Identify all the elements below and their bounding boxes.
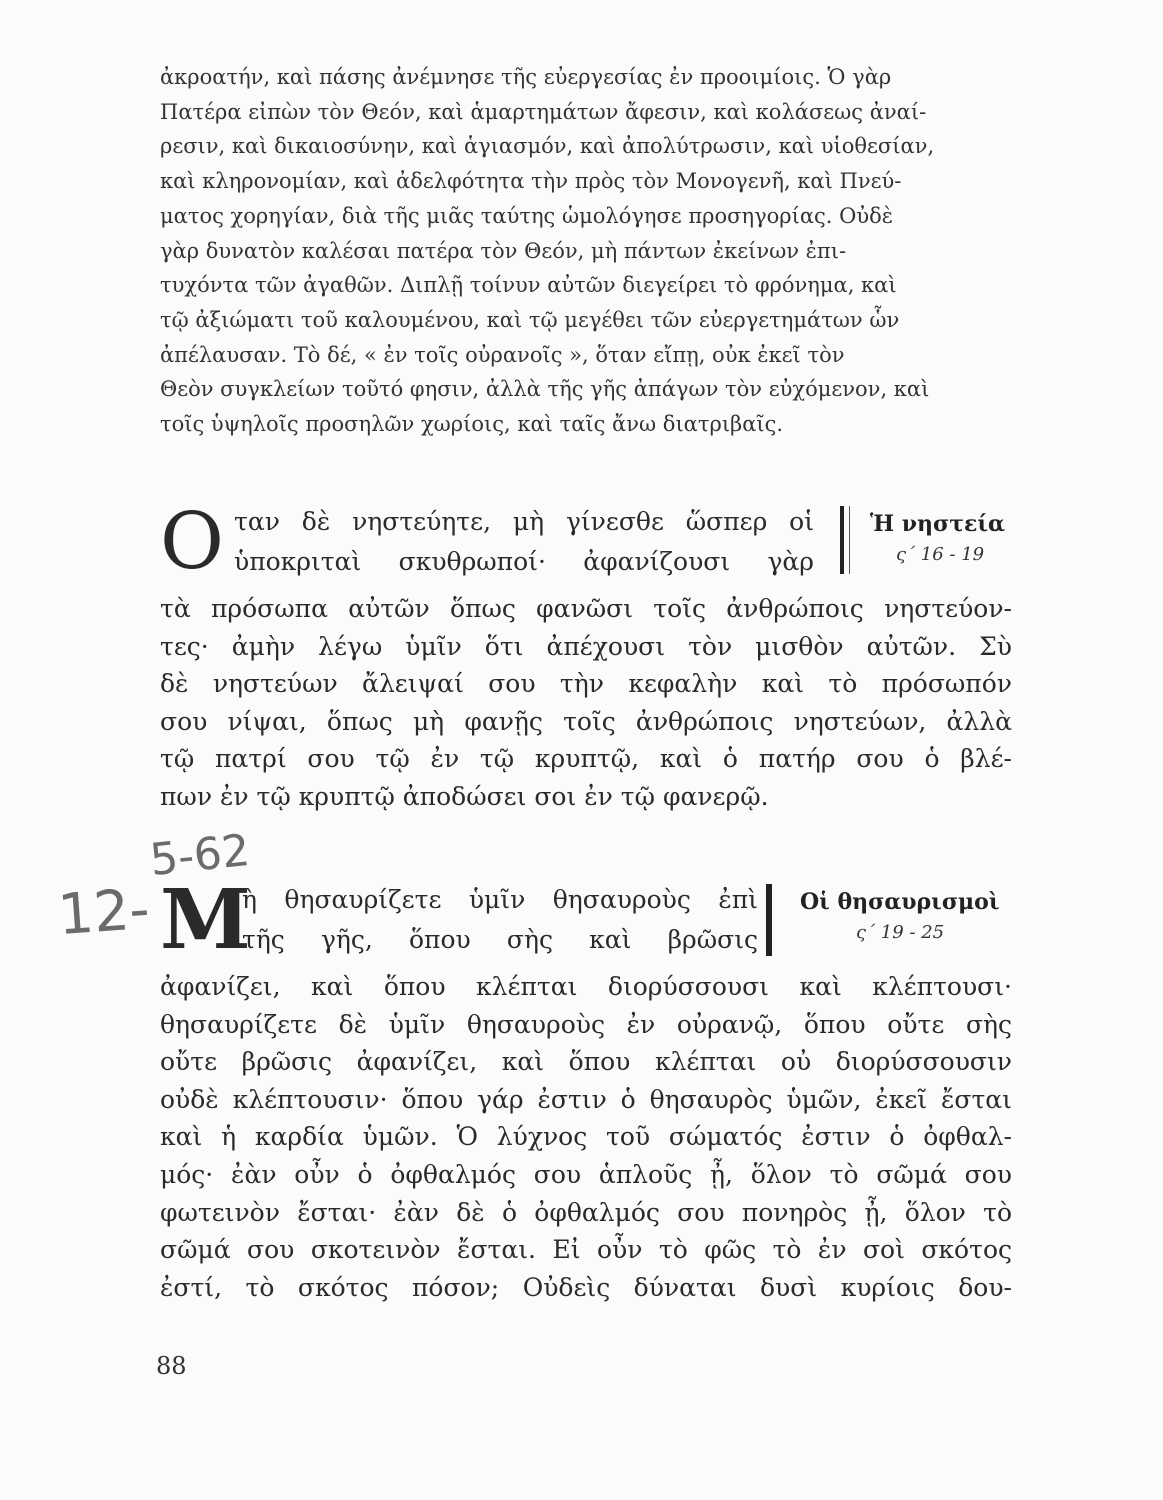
commentary-line: τῷ ἀξιώματι τοῦ καλουμένου, καὶ τῷ μεγέθει τῶν εὐεργετημάτων ὧν [160,307,900,332]
commentary-line: τοῖς ὑψηλοῖς προσηλῶν χωρίοις, καὶ ταῖς ἄνω διατριβαῖς. [160,412,784,437]
scripture-line: ἀφανίζει, καὶ ὅπου κλέπται διορύσσουσι καὶ κλέπτουσι· [160,972,1012,1001]
scripture-body [160,590,1012,816]
commentary-line: ματος χορηγίαν, διὰ τῆς μιᾶς ταύτης ὡμολόγησε προσηγορίας. Οὐδὲ [160,203,894,228]
section-head-lines [242,880,758,960]
scripture-line: σῶμά σου σκοτεινὸν ἔσται. Εἰ οὖν τὸ φῶς τὸ ἐν σοὶ σκότος [160,1235,1012,1265]
commentary-line: γὰρ δυνατὸν καλέσαι πατέρα τὸν Θεόν, μὴ πάντων ἐκείνων ἐπι- [160,238,847,263]
margin-note-title: Ἡ νηστεία [870,511,1005,537]
scripture-line: φωτεινὸν ἔσται· ἐὰν δὲ ὁ ὀφθαλμός σου πονηρὸς ᾖ, ὅλον τὸ [160,1197,1012,1227]
commentary-line: ἀπέλαυσαν. Τὸ δέ, « ἐν τοῖς οὐρανοῖς », ὅταν εἴπῃ, οὐκ ἐκεῖ τὸν [160,342,845,367]
commentary-line: ρεσιν, καὶ δικαιοσύνην, καὶ ἁγιασμόν, καὶ ἀπολύτρωσιν, καὶ υἱοθεσίαν, [160,134,935,159]
pencil-annotation: 5-62 [147,824,253,887]
commentary-line: τυχόντα τῶν ἀγαθῶν. Διπλῇ τοίνυν αὐτῶν διεγείρει τὸ φρόνημα, καὶ [160,273,897,298]
margin-note-reference: ς΄ 16 - 19 [896,544,985,565]
scripture-body [160,968,1012,1306]
margin-note [870,508,1005,570]
scripture-section-fasting [160,497,1012,816]
margin-note-title: Οἱ θησαυρισμοὶ [800,889,1000,915]
scripture-line: σου νίψαι, ὅπως μὴ φανῇς τοῖς ἀνθρώποις νηστεύων, ἀλλὰ [160,706,1012,736]
scripture-section-treasures [160,872,1012,1306]
scripture-line: ταν δὲ νηστεύητε, μὴ γίνεσθε ὥσπερ οἱ [234,507,814,536]
scripture-line: τῷ πατρί σου τῷ ἐν τῷ κρυπτῷ, καὶ ὁ πατήρ σου ὁ βλέ- [160,744,1012,774]
scripture-line: ὴ θησαυρίζετε ὑμῖν θησαυροὺς ἐπὶ [242,885,758,914]
margin-rule [766,884,772,956]
scripture-line: δὲ νηστεύων ἄλειψαί σου τὴν κεφαλὴν καὶ τὸ πρόσωπόν [160,669,1012,699]
page-number: 88 [156,1352,187,1380]
commentary-line: Θεὸν συγκλείων τοῦτό φησιν, ἀλλὰ τῆς γῆς ἀπάγων τὸν εὐχόμενον, καὶ [160,377,930,402]
pencil-annotation: 12- [55,876,152,949]
margin-rule [840,506,844,574]
scripture-line: τῆς γῆς, ὅπου σὴς καὶ βρῶσις [242,925,758,954]
commentary-line: ἀκροατήν, καὶ πάσης ἀνέμνησε τῆς εὐεργεσίας ἐν προοιμίοις. Ὁ γὰρ [160,65,892,89]
section-head [160,497,1012,590]
margin-rule-thin [849,506,850,574]
commentary-line: καὶ κληρονομίαν, καὶ ἀδελφότητα τὴν πρὸς τὸν Μονογενῆ, καὶ Πνεύ- [160,169,902,194]
scripture-line: πων ἐν τῷ κρυπτῷ ἀποδώσει σοι ἐν τῷ φανερῷ. [160,781,769,811]
scripture-line: ὑποκριταὶ σκυθρωποί· ἀφανίζουσι γὰρ [234,547,814,576]
section-head-lines [234,502,814,582]
scripture-line: οὐδὲ κλέπτουσιν· ὅπου γάρ ἐστιν ὁ θησαυρὸς ὑμῶν, ἐκεῖ ἔσται [160,1084,1012,1114]
scripture-line: οὔτε βρῶσις ἀφανίζει, καὶ ὅπου κλέπται οὐ διορύσσουσιν [160,1047,1012,1077]
drop-cap: Ο [160,497,224,587]
scripture-line: τες· ἀμὴν λέγω ὑμῖν ὅτι ἀπέχουσι τὸν μισθὸν αὐτῶν. Σὺ [160,631,1012,661]
section-head [160,872,1012,968]
scripture-line: μός· ἐὰν οὖν ὁ ὀφθαλμός σου ἁπλοῦς ᾖ, ὅλον τὸ σῶμά σου [160,1159,1012,1189]
scripture-line: καὶ ἡ καρδία ὑμῶν. Ὁ λύχνος τοῦ σώματός ἐστιν ὁ ὀφθαλ- [160,1122,1012,1152]
margin-note-reference: ς΄ 19 - 25 [856,922,945,943]
scripture-line: θησαυρίζετε δὲ ὑμῖν θησαυροὺς ἐν οὐρανῷ, ὅπου οὔτε σὴς [160,1009,1012,1039]
scripture-line: ἐστί, τὸ σκότος πόσον; Οὐδεὶς δύναται δυσὶ κυρίοις δου- [160,1272,1012,1302]
drop-cap: Μ [160,872,251,968]
scripture-line: τὰ πρόσωπα αὐτῶν ὅπως φανῶσι τοῖς ἀνθρώποις νηστεύον- [160,594,1012,623]
margin-note [800,886,999,948]
commentary-line: Πατέρα εἰπὼν τὸν Θεόν, καὶ ἁμαρτημάτων ἄφεσιν, καὶ κολάσεως ἀναί- [160,99,927,124]
commentary-text [160,60,1000,442]
